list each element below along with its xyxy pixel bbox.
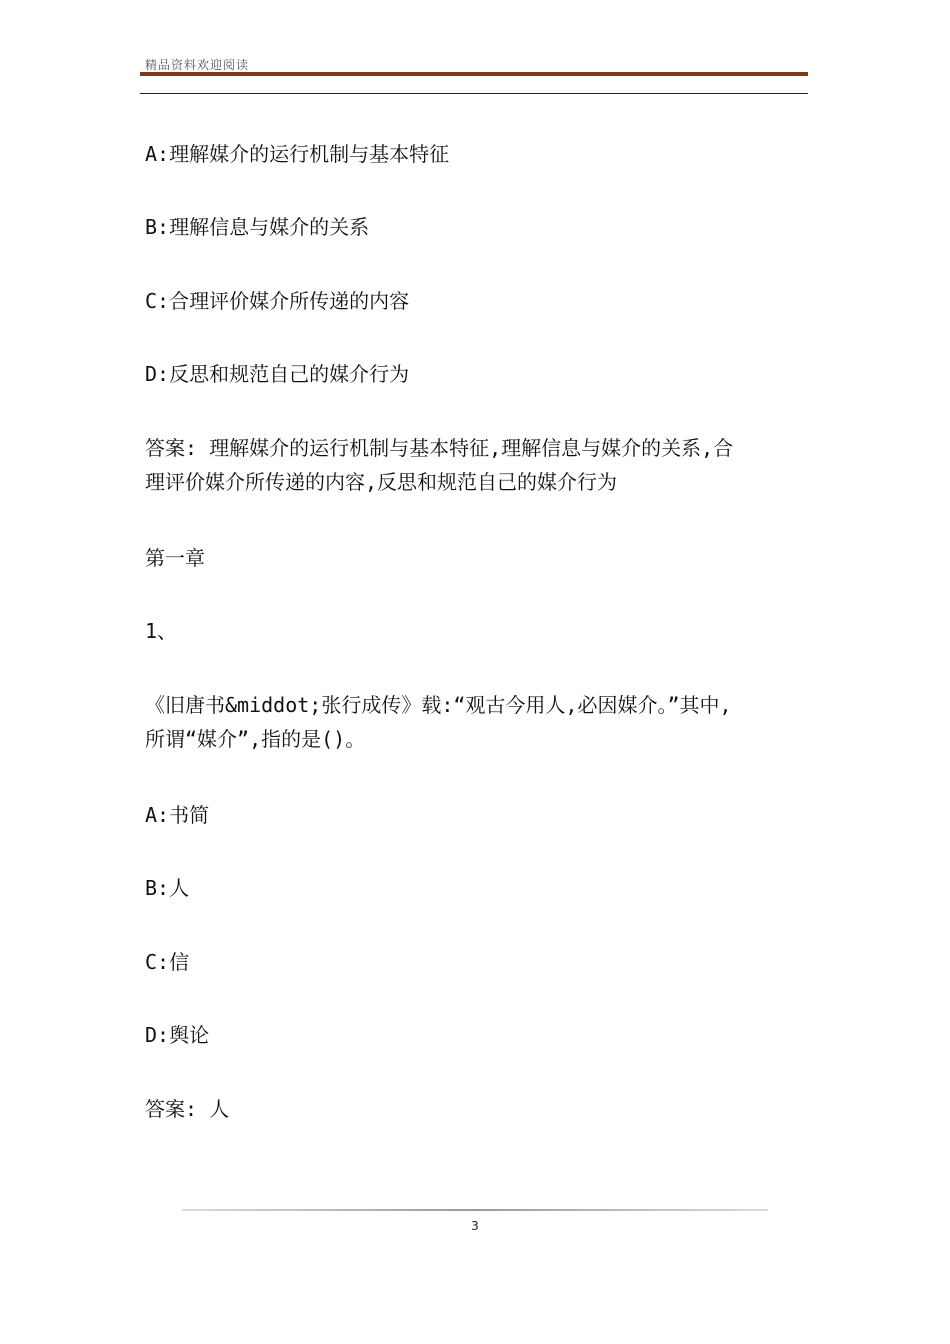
question-answer: 答案: 人 — [145, 1097, 230, 1121]
header-rule-thick — [140, 72, 808, 76]
question-option-b: B:人 — [145, 876, 190, 900]
option-b: B:理解信息与媒介的关系 — [145, 215, 370, 239]
answer-line-1: 答案: 理解媒介的运行机制与基本特征,理解信息与媒介的关系,合 — [145, 436, 734, 460]
question-option-c: C:信 — [145, 950, 190, 974]
question-option-d: D:舆论 — [145, 1023, 210, 1047]
question-stem-line-1: 《旧唐书&middot;张行成传》载:“观古今用人,必因媒介。”其中, — [145, 693, 732, 717]
option-d: D:反思和规范自己的媒介行为 — [145, 362, 410, 386]
header-rule-thin — [140, 93, 808, 94]
header-title: 精品资料欢迎阅读 — [145, 58, 250, 72]
page-number: 3 — [471, 1219, 479, 1233]
question-stem — [145, 688, 813, 756]
question-stem-line-2: 所谓“媒介”,指的是()。 — [145, 727, 366, 751]
question-number: 1、 — [145, 619, 178, 643]
option-c: C:合理评价媒介所传递的内容 — [145, 289, 410, 313]
footer-rule — [182, 1209, 768, 1211]
option-a: A:理解媒介的运行机制与基本特征 — [145, 142, 450, 166]
answer-line-2: 理评价媒介所传递的内容,反思和规范自己的媒介行为 — [145, 470, 618, 494]
answer-paragraph — [145, 431, 813, 499]
question-option-a: A:书简 — [145, 803, 210, 827]
chapter-title: 第一章 — [145, 546, 205, 570]
